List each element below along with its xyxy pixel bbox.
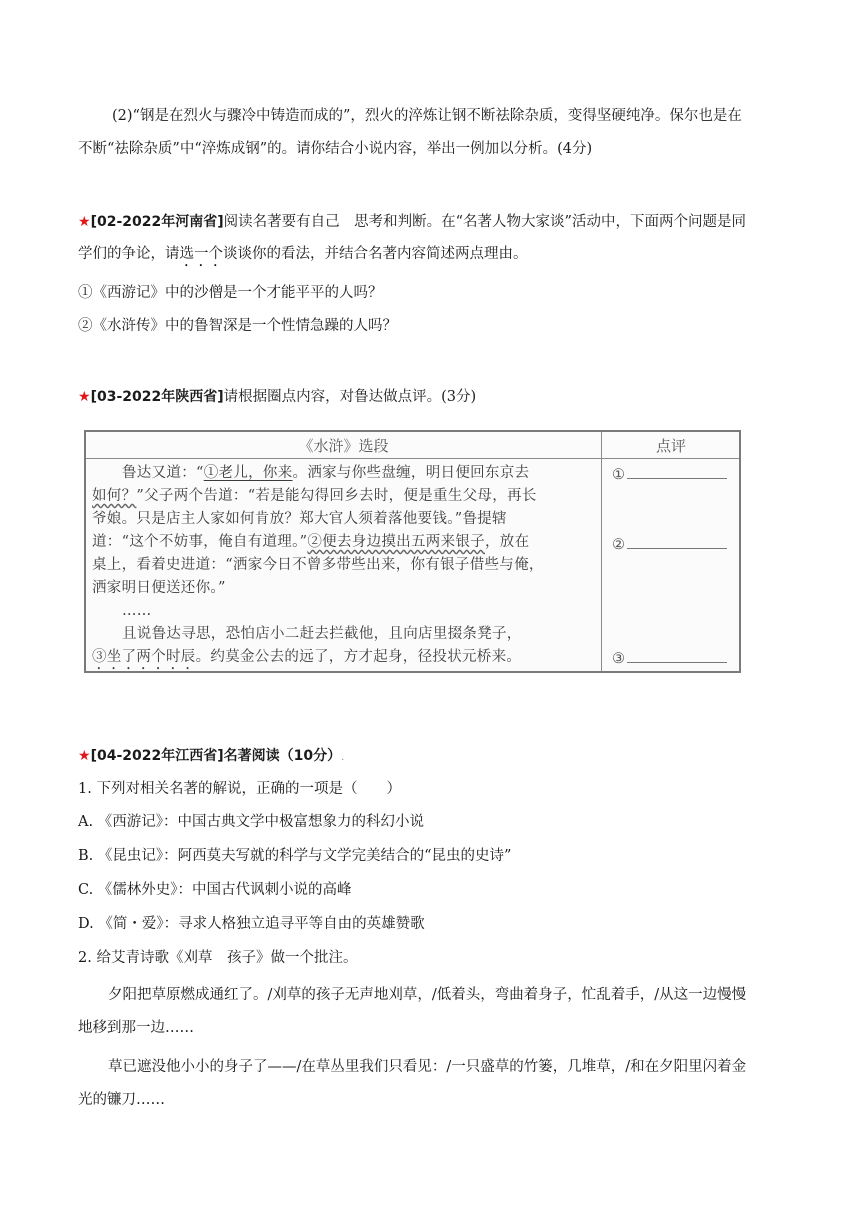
q2-line-2: 不断“祛除杂质”中“淬炼成钢”的。请你结合小说内容，举出一例加以分析。(4分) (78, 141, 593, 157)
q1-option-c: C. 《儒林外史》：中国古代讽刺小说的高峰 (78, 882, 352, 898)
stray-mark: . (341, 752, 345, 763)
henan-source-tag: [02-2022年河南省] (90, 214, 224, 230)
excerpt-line: 道：“这个不妨事，俺自有道理。”②便去身边摸出五两来银子，放在 (92, 534, 530, 550)
poem-stanza-1-line-2: 地移到那一边…… (78, 1020, 194, 1036)
excerpt-line: …… (122, 603, 152, 619)
henan-question-line-1 (78, 211, 746, 233)
poem-stanza-2-line-2: 光的镰刀…… (78, 1092, 165, 1108)
henan-item-2: ②《水浒传》中的鲁智深是一个性情急躁的人吗？ (78, 318, 397, 334)
excerpt-line: 鲁达又道：“①老儿，你来。洒家与你些盘缠，明日便回东京去 (122, 465, 530, 481)
comment-blank-2[interactable]: ② (612, 534, 727, 553)
jiangxi-source-tag: [04-2022年江西省]名著阅读（10分） (90, 748, 342, 764)
comment-blank-3[interactable]: ③ (612, 648, 727, 667)
excerpt-line: 如何？”父子两个告道：“若是能勾得回乡去时，便是重生父母，再长 (92, 488, 537, 504)
star-icon: ★ (78, 389, 91, 405)
q2-line-1: (2)“钢是在烈火与骤冷中铸造而成的”，烈火的淬炼让钢不断祛除杂质，变得坚硬纯净。保尔也是在 (112, 108, 742, 124)
excerpt-table (84, 430, 741, 673)
excerpt-line: ③坐了两个时辰。约莫金公去的远了，方才起身，径投状元桥来。 (92, 649, 522, 665)
star-icon: ★ (78, 748, 91, 764)
excerpt-text (92, 462, 597, 673)
shaanxi-text: 请根据圈点内容，对鲁达做点评。(3分) (223, 389, 477, 405)
q1-stem: 1. 下列对相关名著的解说，正确的一项是（ ） (78, 781, 401, 797)
poem-stanza-2-line-1: 草已遮没他小小的身子了——/在草丛里我们只看见：/一只盛草的竹篓，几堆草，/和在夕阳里闪着金 (108, 1059, 747, 1075)
excerpt-line: 且说鲁达寻思，恐怕店小二赶去拦截他，且向店里掇条凳子， (122, 626, 522, 642)
header-excerpt: 《水浒》选段 (298, 437, 389, 455)
henan-emphasis: 选一个 (179, 246, 223, 262)
jiangxi-heading (78, 745, 344, 769)
henan-question-line-2 (78, 243, 528, 270)
q2b-stem: 2. 给艾青诗歌《刈草 孩子》做一个批注。 (78, 950, 358, 966)
q1-option-d: D. 《简・爱》：寻求人格独立追寻平等自由的英雄赞歌 (78, 916, 425, 932)
henan-text-a: 学们的争论，请 (78, 246, 180, 262)
star-icon: ★ (78, 214, 91, 230)
excerpt-line: 桌上，看着史进道：“洒家今日不曾多带些出来，你有银子借些与俺， (92, 557, 544, 573)
comment-blank-1[interactable]: ① (612, 464, 727, 483)
henan-text-b: 谈谈你的看法，并结合名著内容简述两点理由。 (223, 246, 528, 262)
excerpt-line: 洒家明日便送还你。” (92, 580, 226, 596)
excerpt-line: 爷娘。只是店主人家如何肯放？郑大官人须着落他要钱。”鲁提辖 (92, 511, 507, 527)
q1-option-a: A. 《西游记》：中国古典文学中极富想象力的科幻小说 (78, 814, 424, 830)
header-comment: 点评 (655, 437, 686, 455)
henan-text: 阅读名著要有自己 思考和判断。在“名著人物大家谈”活动中，下面两个问题是同 (223, 214, 746, 230)
table-divider (601, 432, 602, 671)
shaanxi-question (78, 386, 476, 408)
poem-stanza-1-line-1: 夕阳把草原燃成通红了。/刈草的孩子无声地刈草，/低着头，弯曲着身子，忙乱着手，/从这一边慢慢 (108, 987, 747, 1003)
henan-item-1: ①《西游记》中的沙僧是一个才能平平的人吗？ (78, 285, 383, 301)
shaanxi-source-tag: [03-2022年陕西省] (90, 389, 224, 405)
q1-option-b: B. 《昆虫记》：阿西莫夫写就的科学与文学完美结合的“昆虫的史诗” (78, 848, 512, 864)
